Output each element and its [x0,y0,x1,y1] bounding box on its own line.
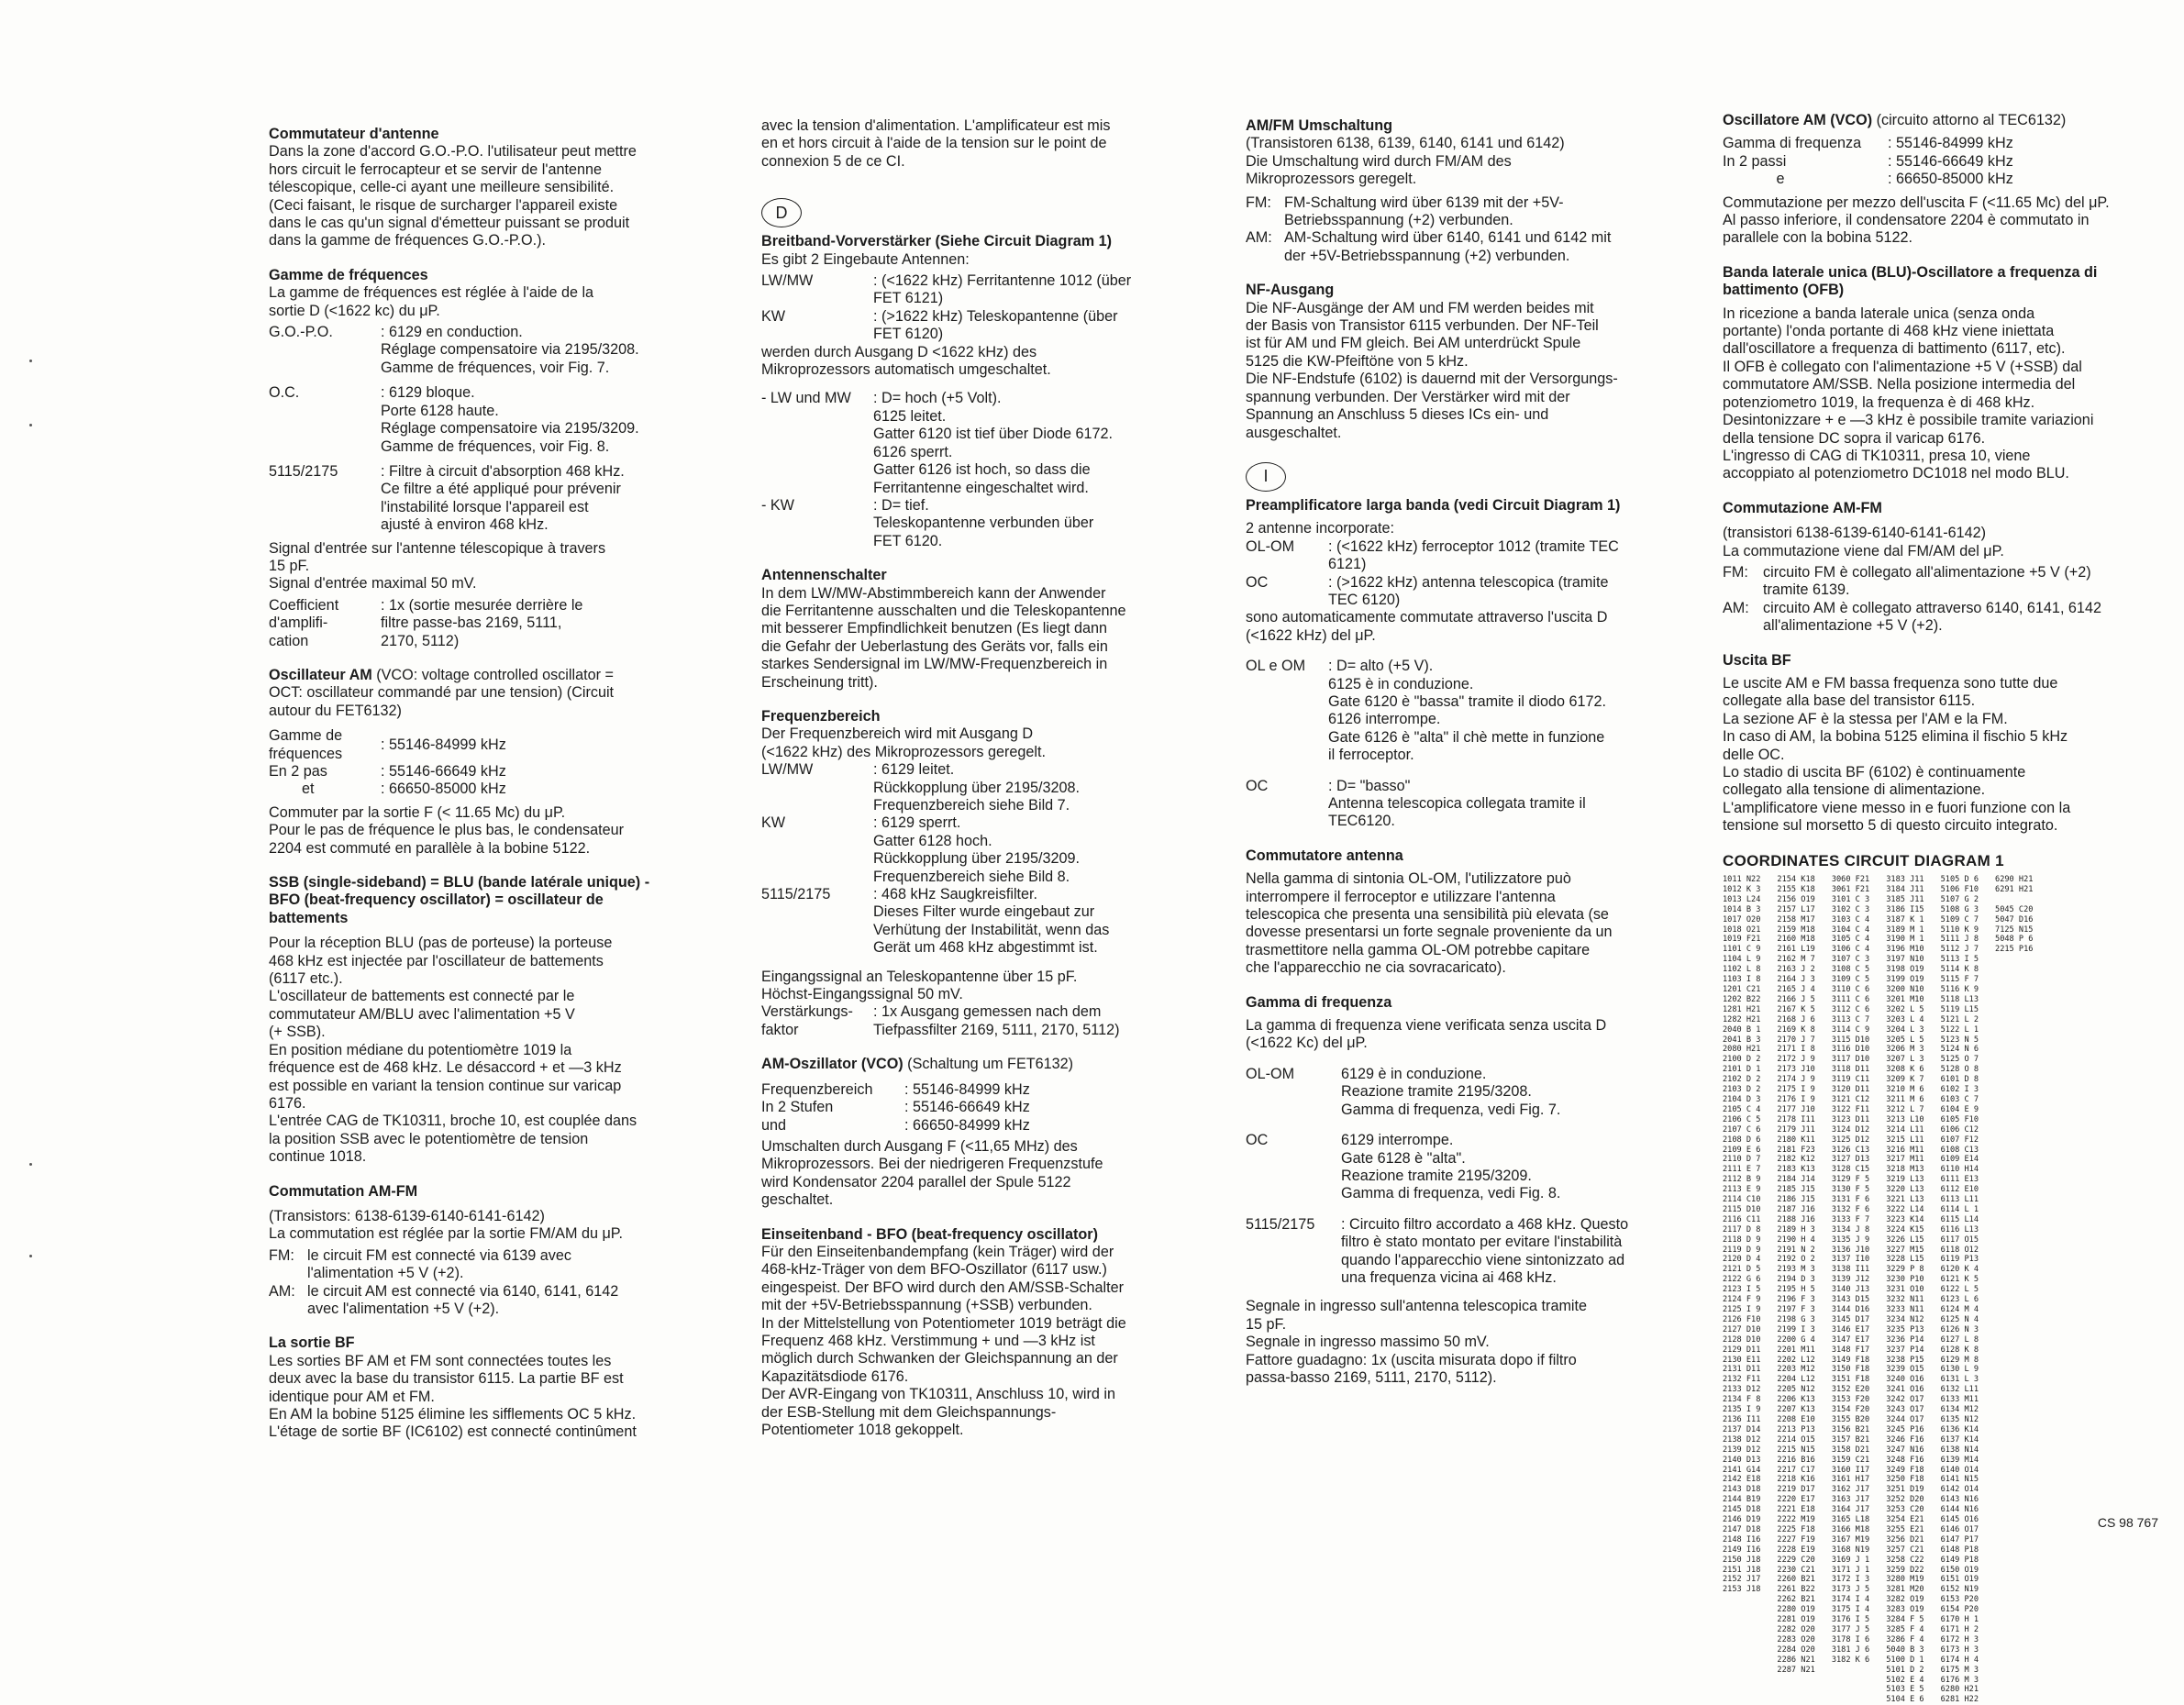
definition-plain: 6129 è in conduzione. Reazione tramite 2195/3208. Gamma di frequenza, vedi Fig. 7. [1341,1065,1561,1118]
paragraph: Pour la réception BLU (pas de porteuse) la porteuse 468 kHz est injectée par l'oscillateur de battements (6117 etc.). L'oscillateur de battements est connecté par le commutateur AM/BLU avec l'alimentation +5 V (+ SSB). En position médiane du potentiomètre 1019 la fréquence est de 468 kHz. Le désaccord + et —3 kHz est possible en variant la tension continue sur varicap 6176. L'entrée CAG de TK10311, broche 10, est couplée dans la position SSB avec le potentiomètre de tension continue 1018. [269,935,637,1166]
definition-list [1723,564,2154,636]
term: OC [1246,777,1269,794]
definition: : (>1622 kHz) Teleskopantenne (über FET 6120) [873,308,1200,344]
heading-strong: Oscillateur AM [269,666,372,683]
term: AM: [1723,599,1749,616]
paragraph: Umschalten durch Ausgang F (<11,65 MHz) des Mikroprozessors. Bei der niedrigeren Frequenzstufe wird Kondensator 2204 parallel der Spule 5122 geschaltet. [761,1137,1103,1209]
heading-einseitenband: Einseitenband - BFO (beat-frequency oscillator) [761,1225,1098,1243]
language-badge-d: D [761,198,802,227]
coordinates-table [1723,875,2154,1705]
definition: : 55146-66649 kHz [381,763,738,781]
definition-list [269,597,738,650]
term: - KW [761,496,794,514]
term: FM: [269,1246,294,1264]
heading-banda-laterale: Banda laterale unica (BLU)-Oscillatore a frequenza di battimento (OFB) [1723,263,2098,299]
definition: : (<1622 kHz) Ferritantenne 1012 (über FET 6121) [873,272,1200,308]
definition-list [1246,1132,1686,1203]
heading-nf-ausgang: NF-Ausgang [1246,282,1335,299]
paragraph: Es gibt 2 Eingebaute Antennen: [761,250,970,268]
definition-list [1246,194,1686,266]
definition: : D= alto (+5 V). 6125 è in conduzione. Gate 6120 è "bassa" tramite il diodo 6172. 6126 interrompe. Gate 6126 è "alta" il chè mette in funzione il ferroceptor. [1328,658,1686,764]
term: FM: [1246,194,1271,211]
paragraph: Commuter par la sortie F (< 11.65 Mc) du μP. Pour le pas de fréquence le plus bas, le condensateur 2204 est commuté en parallèle à la bobine 5122. [269,803,624,857]
paragraph: Die NF-Ausgänge der AM und FM werden beides mit der Basis von Transistor 6115 verbunden. Der NF-Teil ist für AM und FM gleich. Bei AM unterdrückt Spule 5125 die KW-Pfeiftöne von 5 kHz. Die NF-Endstufe (6102) is dauernd mit der Versorgungs- spannung verbunden. Der Verstärker wird mit der Spannung an Anschluss 5 dieses ICs ein- und ausgeschaltet. [1246,299,1618,441]
definition: : (<1622 kHz) ferroceptor 1012 (tramite TEC 6121) [1328,538,1686,574]
definition-list [1246,778,1686,831]
paragraph: In ricezione a banda laterale unica (senza onda portante) l'onda portante di 468 kHz viene iniettata dall'oscillatore a frequenza di battimento (6117, etc). Il OFB è collegato con l'alimentazione +5 V (+SSB) dal commutatore AM/SSB. Nella posizione intermedia del potenziometro 1019, la frequenza è di 468 kHz. Desintonizzare + e —3 kHz è possibile tramite variazioni della tensione DC sopra il varicap 6176. L'ingresso di CAG di TK10311, presa 10, viene accoppiato al potenziometro DC1018 nel modo BLU. [1723,304,2094,482]
term: FM: [1723,563,1748,581]
heading-strong: AM-Oszillator (VCO) [761,1056,904,1073]
definition: : 6129 bloque. Porte 6128 haute. Réglage compensatoire via 2195/3209. Gamme de fréquences, voir Fig. 8. [381,384,738,456]
term: KW [761,814,786,832]
heading-frequenzbereich: Frequenzbereich [761,707,881,725]
paragraph: Der Frequenzbereich wird mit Ausgang D (<1622 kHz) des Mikroprozessors geregelt. [761,725,1046,760]
definition: : 6129 leitet. Rückkopplung über 2195/3208. Frequenzbereich siehe Bild 7. [873,761,1200,814]
heading-commutazione-am-fm: Commutazione AM-FM [1723,499,1882,516]
term: KW [761,307,786,325]
paragraph: La gamma di frequenza viene verificata senza uscita D (<1622 Kc) del μP. [1246,1017,1607,1052]
paragraph: La gamme de fréquences est réglée à l'aide de la sortie D (<1622 kc) du μP. [269,284,594,319]
definition-list [1246,658,1686,764]
heading-am-oszillator [761,1056,1200,1073]
document-code: CS 98 767 [2097,1515,2158,1530]
definition: : 66650-85000 kHz [1888,171,2154,188]
paragraph: In dem LW/MW-Abstimmbereich kann der Anwender die Ferritantenne ausschalten und die Teleskopantenne mit besserer Empfindlichkeit benutzen (Es liegt dann die Gefahr der Ueberlastung des Geräts vor, falls ein starkes Sendersignal im LW/MW-Frequenzbereich in Erscheinung tritt). [761,584,1126,691]
definition: : 468 kHz Saugkreisfilter. Dieses Filter wurde eingebaut zur Verhütung der Instabilität, wenn das Gerät um 468 kHz abgestimmt ist. [873,886,1200,958]
paragraph: avec la tension d'alimentation. L'amplificateur est mis en et hors circuit à l'aide de la tension sur le point de connexion 5 de ce CI. [761,117,1111,170]
definition-plain: FM-Schaltung wird über 6139 mit der +5V- Betriebsspannung (+2) verbunden. [1284,194,1564,229]
heading-rest: (VCO: voltage controlled oscillator = OCT: oscillateur commandé par une tension) (Circuit autour du FET6132) [269,666,615,719]
definition: : 55146-66649 kHz [1888,153,2154,171]
definition: : 6129 sperrt. Gatter 6128 hoch. Rückkopplung über 2195/3209. Frequenzbereich siehe Bild 8. [873,814,1200,886]
heading-am-fm-umschaltung: AM/FM Umschaltung [1246,117,1393,134]
definition-list [269,324,738,377]
definition: : 55146-66649 kHz [904,1099,1200,1116]
term: OC [1246,573,1269,591]
definition-list [1246,1066,1686,1119]
heading-rest: (circuito attorno al TEC6132) [1872,112,2067,128]
paragraph: Für den Einseitenbandempfang (kein Träger) wird der 468-kHz-Träger von dem BFO-Oszillator (6117 usw.) eingespeist. Der BFO wird durch den AM/SSB-Schalter mit der +5V-Betriebsspannung (+SSB) verbunden. In der Mittelstellung von Potentiometer 1019 beträgt die Frequenz 468 kHz. Verstimmung + und —3 kHz ist möglich durch Schwanken der Gleichspannung an der Kapazitätsdiode 6176. Der AVR-Eingang von TK10311, Anschluss 10, wird in der ESB-Stellung mit dem Gleichspannungs- Potentiometer 1018 gekoppelt. [761,1243,1126,1438]
term: und [761,1116,787,1134]
heading-uscita-bf: Uscita BF [1723,651,1791,669]
definition: : Circuito filtro accordato a 468 kHz. Questo filtro è stato montato per evitare l'instabilità quando l'apparecchio viene sintonizzato ad una frequenza vicina ai 468 kHz. [1341,1216,1686,1288]
paragraph: Segnale in ingresso sull'antenna telescopica tramite 15 pF. Segnale in ingresso massimo 50 mV. Fattore guadagno: 1x (uscita misurata dopo if filtro passa-basso 2169, 5111, 2170, 5112). [1246,1298,1588,1386]
heading-oscillatore-am [1723,112,2154,129]
term: LW/MW [761,761,814,779]
term: O.C. [269,384,300,402]
term: Verstärkungs- faktor [761,1003,853,1038]
paragraph: Le uscite AM e FM bassa frequenza sono tutte due collegate alla base del transistor 6115. La sezione AF è la stessa per l'AM e la FM. In caso di AM, la bobina 5125 elimina il fischio 5 kHz delle OC. Lo stadio di uscita BF (6102) è continuamente collegato alla tensione di alimentazione. L'amplificatore viene messo in e fuori funzione con la tensione sul morsetto 5 di questo circuito integrato. [1723,674,2071,835]
paragraph: (transistori 6138-6139-6140-6141-6142) La commutazione viene dal FM/AM del μP. [1723,525,2004,559]
paragraph: sono automaticamente commutate attraverso l'uscita D (<1622 kHz) del μP. [1246,609,1608,644]
column-italian [1723,112,2154,1705]
definition-plain: AM-Schaltung wird über 6140, 6141 und 6142 mit der +5V-Betriebsspannung (+2) verbunden. [1284,229,1612,264]
heading-gamma-frequenza: Gamma di frequenza [1246,993,1392,1011]
heading-sortie-bf: La sortie BF [269,1334,355,1352]
definition: : D= "basso" Antenna telescopica collegata tramite il TEC6120. [1328,778,1686,831]
heading-breitband: Breitband-Vorverstärker (Siehe Circuit Diagram 1) [761,233,1113,250]
language-badge-i: I [1246,462,1286,492]
definition: : 1x Ausgang gemessen nach dem Tiefpassfilter 2169, 5111, 2170, 5112) [873,1003,1200,1039]
definition: : 55146-84999 kHz [381,736,738,754]
column-german [761,117,1200,1439]
heading-strong: Oscillatore AM (VCO) [1723,112,1873,128]
paragraph: Dans la zone d'accord G.O.-P.O. l'utilisateur peut mettre hors circuit le ferrocapteur et se servir de l'antenne télescopique, celle-ci ayant une meilleure sensibilité. (Ceci faisant, le risque de surcharger l'appareil existe dans le cas qu'un signal d'émetteur puissant se produit dans la gamme de fréquences G.O.-P.O.). [269,143,637,249]
definition-list [761,272,1200,344]
paragraph: (Transistors: 6138-6139-6140-6141-6142) La commutation est réglée par la sortie FM/AM du μP. [269,1207,624,1243]
heading-commutation-am-fm: Commutation AM-FM [269,1182,418,1200]
definition-plain: le circuit FM est connecté via 6139 avec l'alimentation +5 V (+2). [307,1246,571,1282]
definition-list [1246,1216,1686,1288]
term: In 2 passi [1723,152,1787,170]
heading-oscillateur-am [269,667,738,720]
paragraph: (Transistoren 6138, 6139, 6140, 6141 und 6142) Die Umschaltung wird durch FM/AM des Mikroprozessors geregelt. [1246,135,1565,188]
definition: : D= tief. Teleskopantenne verbunden über FET 6120. [873,497,1200,550]
coordinates-title: COORDINATES CIRCUIT DIAGRAM 1 [1723,851,2004,869]
term: Coefficient d'amplifi- cation [269,596,339,649]
heading-rest: (Schaltung um FET6132) [903,1056,1074,1073]
definition: : (>1622 kHz) antenna telescopica (tramite TEC 6120) [1328,574,1686,610]
definition: : Filtre à circuit d'absorption 468 kHz. Ce filtre a été appliqué pour prévenir l'instabilité lorsque l'appareil est ajusté à environ 468 kHz. [381,463,738,535]
punch-mark [29,1163,32,1166]
paragraph: Commutazione per mezzo dell'uscita F (<11.65 Mc) del μP. Al passo inferiore, il condensatore 2204 è commutato in parallele con la bobina 5122. [1723,194,2110,247]
coordinates-column: 2154 K18 2155 K18 2156 O19 2157 L17 2158 M17 2159 M18 2160 M18 2161 L19 2162 M 7 2163 J 2 2164 J 3 2165 J 4 2166 J 5 2167 K 5 2168 J 6 2169 K 8 2170 J 7 2171 I 8 2172 J 9 2173 J10 2174 J 9 2175 I 9 2176 I 9 2177 J10 2178 I11 2179 J11 2180 K11 2181 F23 2182 K12 2183 K13 2184 J14 2185 J15 2186 J15 2187 J16 2188 J16 2189 H 3 2190 H 4 2191 N 2 2192 O 2 2193 M 3 2194 D 3 2195 H 5 2196 F 3 2197 F 3 2198 G 3 2199 I 3 2200 G 4 2201 M11 2202 L12 2203 M12 2204 L12 2205 N12 2206 K13 2207 K13 2208 E10 2213 P13 2214 O15 2215 N15 2216 B16 2217 C17 2218 K16 2219 D17 2220 E17 2221 E18 2222 M19 2225 F18 2227 F19 2228 E19 2229 C20 2230 C21 2260 B21 2261 B22 2262 B21 2280 O19 2281 O19 2282 O20 2283 O20 2284 O20 2286 N21 2287 N21 [1777,875,1815,1675]
term: e [1723,171,1785,188]
definition: : 55146-84999 kHz [904,1081,1200,1099]
punch-mark [29,424,32,426]
term: LW/MW [761,272,814,290]
paragraph: Eingangssignal an Teleskopantenne über 15 pF. Höchst-Eingangssignal 50 mV. [761,968,1078,1003]
definition: : D= hoch (+5 Volt). 6125 leitet. Gatter 6120 ist tief über Diode 6172. 6126 sperrt. Gatter 6126 ist hoch, so dass die Ferritantenne eingeschaltet wird. [873,390,1200,496]
paragraph: 2 antenne incorporate: [1246,520,1394,537]
heading-commutatore-antenna: Commutatore antenna [1246,847,1403,864]
heading-gamme-frequences: Gamme de fréquences [269,266,428,283]
paragraph: werden durch Ausgang D <1622 kHz) des Mikroprozessors automatisch umgeschaltet. [761,343,1051,379]
coordinates-column: 3060 F21 3061 F21 3101 C 3 3102 C 3 3103 C 4 3104 C 4 3105 C 4 3106 C 4 3107 C 3 3108 C 5 3109 C 5 3110 C 6 3111 C 6 3112 C 6 3113 C 7 3114 C 9 3115 D10 3116 D10 3117 D10 3118 D11 3119 C11 3120 D11 3121 C12 3122 F11 3123 D11 3124 D12 3125 D12 3126 C13 3127 D13 3128 C15 3129 F 5 3130 F 5 3131 F 6 3132 F 6 3133 F 7 3134 J 8 3135 J 9 3136 J10 3137 I10 3138 I11 3139 J12 3140 J13 3143 D15 3144 D16 3145 D17 3146 E17 3147 E17 3148 F17 3149 F18 3150 F18 3151 F18 3152 E20 3153 F20 3154 F20 3155 B20 3156 B21 3157 B21 3158 D21 3159 C21 3160 I17 3161 H17 3162 J17 3163 J17 3164 J17 3165 L18 3166 M18 3167 M19 3168 N19 3169 J 1 3171 J 1 3172 I 3 3173 J 5 3174 I 4 3175 I 4 3176 I 5 3177 J 5 3178 I 6 3181 J 6 3182 K 6 [1831,875,1870,1665]
column-french [269,126,738,1442]
term: OC [1246,1132,1269,1149]
term: Gamme de fréquences [269,727,343,762]
term: et [269,781,315,798]
column-german-italian [1246,117,1686,1387]
definition-list [269,727,738,799]
definition-list [761,1003,1200,1039]
definition-list [269,463,738,535]
definition-list [761,761,1200,957]
definition: : 1x (sortie mesurée derrière le filtre passe-bas 2169, 5111, 2170, 5112) [381,597,738,650]
definition-list [269,1247,738,1319]
heading-antennenschalter: Antennenschalter [761,567,887,584]
term: - LW und MW [761,390,851,407]
definition: : 66650-85000 kHz [381,781,738,798]
punch-mark [29,1255,32,1257]
definition-list [761,1081,1200,1135]
heading-ssb: SSB (single-sideband) = BLU (bande latérale unique) - BFO (beat-frequency oscillator) = oscillateur de battements [269,874,650,926]
term: G.O.-P.O. [269,324,333,341]
term: 5115/2175 [761,886,831,903]
term: Gamma di frequenza [1723,135,1862,152]
definition: : 6129 en conduction. Réglage compensatoire via 2195/3208. Gamme de fréquences, voir Fig. 7. [381,324,738,377]
definition-plain: circuito FM è collegato all'alimentazione +5 V (+2) tramite 6139. [1763,563,2091,599]
definition-plain: le circuit AM est connecté via 6140, 6141, 6142 avec l'alimentation +5 V (+2). [307,1282,619,1317]
definition-list [761,390,1200,550]
paragraph: Signal d'entrée sur l'antenne télescopique à travers 15 pF. Signal d'entrée maximal 50 mV. [269,539,606,592]
coordinates-column: 6290 H21 6291 H21 5045 C20 5047 D16 7125 N15 5048 P 6 2215 P16 [1995,875,2034,955]
definition: : 55146-84999 kHz [1888,135,2154,152]
punch-mark [29,360,32,362]
term: AM: [1246,229,1272,247]
term: 5115/2175 [269,462,338,480]
term: 5115/2175 [1246,1215,1315,1233]
heading-commutateur-antenne: Commutateur d'antenne [269,126,439,142]
term: En 2 pas [269,763,327,780]
term: OL-OM [1246,537,1295,555]
term: OL-OM [1246,1065,1295,1082]
definition-list [269,384,738,456]
term: Frequenzbereich [761,1080,873,1098]
coordinates-column: 5105 D 6 5106 F10 5107 G 2 5108 G 3 5109 C 7 5110 K 9 5111 J 8 5112 J 7 5113 I 5 5114 K 8 5115 F 7 5116 K 9 5118 L13 5119 L15 5121 L 2 5122 L 1 5123 N 5 5124 N 6 5125 O 7 5128 O 8 6101 D 8 6102 I 3 6103 C 7 6104 E 9 6105 F10 6106 C12 6107 F12 6108 C13 6109 E14 6110 H14 6111 E13 6112 E10 6113 L11 6114 L 1 6115 L14 6116 L13 6117 O15 6118 O12 6119 P13 6120 K 4 6121 K 5 6122 L 5 6123 L 6 6124 M 4 6125 N 4 6126 N 3 6127 L 8 6128 K 8 6129 M 8 6130 L 9 6131 L 3 6132 L11 6133 M11 6134 M12 6135 N12 6136 K14 6137 K14 6138 N14 6139 M14 6140 O14 6141 N15 6142 O14 6143 N16 6144 N16 6145 O16 6146 O17 6147 P17 6148 P18 6149 P18 6150 O19 6151 O19 6152 N19 6153 P20 6154 P20 6170 H 1 6171 H 2 6172 H 3 6173 H 3 6174 H 4 6175 M 3 6176 M 3 6280 H21 6281 H22 [1940,875,1979,1705]
paragraph: Les sorties BF AM et FM sont connectées toutes les deux avec la base du transistor 6115. La partie BF est identique pour AM et FM. En AM la bobine 5125 élimine les sifflements OC 5 kHz. L'étage de sortie BF (IC6102) est connecté continûment [269,1352,637,1441]
definition-plain: circuito AM è collegato attraverso 6140, 6141, 6142 all'alimentazione +5 V (+2). [1763,599,2101,635]
term: OL e OM [1246,658,1306,675]
definition-list [1246,538,1686,610]
term: In 2 Stufen [761,1099,834,1116]
coordinates-column: 1011 N22 1012 K 3 1013 L24 1014 B 3 1017 O20 1018 O21 1019 F21 1101 C 9 1104 L 9 1102 L 8 1103 I 8 1201 C21 1202 B22 1281 H21 1282 H21 2040 B 1 2041 B 3 2080 H21 2100 D 2 2101 D 1 2102 D 2 2103 D 2 2104 D 3 2105 C 4 2106 C 5 2107 C 6 2108 D 6 2109 E 6 2110 D 7 2111 E 7 2112 B 9 2113 E 9 2114 C10 2115 D10 2116 C11 2117 D 8 2118 D 9 2119 D 9 2120 D 4 2121 D 5 2122 G 6 2123 I 5 2124 F 9 2125 I 9 2126 F10 2127 D10 2128 D10 2129 D11 2130 E11 2131 D11 2132 F11 2133 D12 2134 F 8 2135 I 9 2136 I11 2137 D14 2138 D12 2139 D12 2140 D13 2141 G14 2142 E18 2143 D18 2144 B19 2145 D18 2146 D19 2147 D18 2148 I16 2149 I16 2150 J18 2151 J18 2152 J17 2153 J18 [1723,875,1761,1595]
coordinates-column: 3183 J11 3184 J11 3185 J11 3186 I15 3187 K 1 3189 M 1 3190 M 1 3196 M10 3197 N10 3198 O19 3199 O19 3200 N10 3201 M10 3202 L 5 3203 L 4 3204 L 3 3205 L 5 3206 M 3 3207 L 3 3208 K 6 3209 K 7 3210 M 6 3211 M 6 3212 L 7 3213 L10 3214 L11 3215 L11 3216 M11 3217 M11 3218 M13 3219 L13 3220 L13 3221 L13 3222 L14 3223 K14 3224 K15 3226 L15 3227 M15 3228 L15 3229 P 8 3230 P10 3231 O10 3232 N11 3233 N11 3234 N12 3235 P13 3236 P14 3237 P14 3238 P15 3239 O15 3240 O16 3241 O16 3242 O17 3243 O17 3244 O17 3245 P16 3246 F16 3247 N16 3248 F16 3249 F18 3250 F18 3251 D19 3252 D20 3253 C20 3254 E21 3255 E21 3256 D21 3257 C21 3258 C22 3259 D22 3280 M19 3281 M20 3282 O19 3283 O19 3284 F 5 3285 F 4 3286 F 4 5040 B 3 5100 D 1 5101 D 2 5102 E 4 5103 E 5 5104 E 6 [1886,875,1924,1705]
definition: : 66650-84999 kHz [904,1117,1200,1135]
paragraph: Nella gamma di sintonia OL-OM, l'utilizzatore può interrompere il ferroceptor e utilizzare l'antenna telescopica che presenta una sensibilità più elevata (se dovesse presentarsi un forte segnale proveniente da un trasmettitore nella gamma OL-OM potrebbe capitare che l'apparecchio ne cia sovracaricato). [1246,870,1613,977]
term: AM: [269,1282,295,1300]
definition-plain: 6129 interrompe. Gate 6128 è "alta". Reazione tramite 2195/3209. Gamma di frequenza, vedi Fig. 8. [1341,1132,1561,1202]
definition-list [1723,135,2154,188]
heading-preamplificatore: Preamplificatore larga banda (vedi Circuit Diagram 1) [1246,496,1621,514]
